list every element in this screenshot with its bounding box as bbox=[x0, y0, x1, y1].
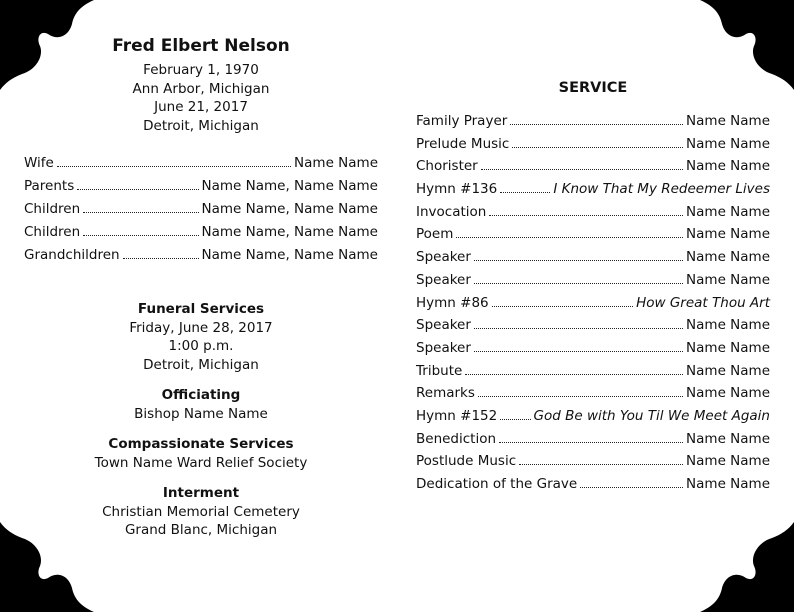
service-value: Name Name bbox=[686, 158, 770, 175]
family-label: Parents bbox=[24, 178, 75, 194]
service-item bbox=[416, 317, 770, 340]
service-value: Name Name bbox=[686, 203, 770, 220]
service-item bbox=[416, 431, 770, 454]
service-value: Name Name bbox=[686, 113, 770, 129]
officiating-heading: Officiating bbox=[161, 387, 241, 403]
death-date: June 21, 2017 bbox=[154, 99, 248, 115]
service-item bbox=[416, 408, 770, 431]
birth-place: Ann Arbor, Michigan bbox=[132, 80, 270, 97]
service-label: Hymn #136 bbox=[416, 181, 498, 198]
service-label: Poem bbox=[416, 226, 454, 243]
family-row bbox=[24, 247, 378, 270]
service-label: Prelude Music bbox=[416, 135, 510, 152]
family-label: Grandchildren bbox=[24, 247, 120, 263]
family-label: Children bbox=[24, 201, 81, 217]
service-label: Family Prayer bbox=[416, 113, 508, 129]
leader-dots bbox=[481, 169, 683, 170]
funeral-details bbox=[24, 300, 378, 540]
leader-dots bbox=[456, 237, 683, 238]
hymn-title: I Know That My Redeemer Lives bbox=[553, 181, 770, 198]
leader-dots bbox=[474, 351, 683, 352]
family-value: Name Name, Name Name bbox=[201, 201, 378, 217]
service-label: Tribute bbox=[416, 362, 463, 379]
service-label: Dedication of the Grave bbox=[416, 476, 578, 492]
service-item bbox=[416, 181, 770, 204]
leader-dots bbox=[499, 442, 683, 443]
service-value: Name Name bbox=[686, 226, 770, 243]
leader-dots bbox=[465, 374, 683, 375]
service-item bbox=[416, 249, 770, 272]
leader-dots bbox=[500, 192, 550, 193]
hymn-title: God Be with You Til We Meet Again bbox=[533, 407, 770, 424]
funeral-time: 1:00 p.m. bbox=[168, 338, 234, 354]
family-row bbox=[24, 155, 378, 178]
leader-dots bbox=[510, 124, 683, 125]
interment-cemetery: Christian Memorial Cemetery bbox=[102, 503, 300, 520]
service-label: Hymn #86 bbox=[416, 294, 489, 311]
compassionate-name: Town Name Ward Relief Society bbox=[94, 454, 308, 471]
deceased-name: Fred Elbert Nelson bbox=[112, 36, 290, 56]
leader-dots bbox=[83, 212, 198, 213]
service-label: Postlude Music bbox=[416, 453, 517, 470]
interment-heading: Interment bbox=[162, 485, 240, 501]
leader-dots bbox=[77, 189, 198, 190]
service-title: SERVICE bbox=[558, 80, 628, 96]
birth-date: February 1, 1970 bbox=[143, 62, 259, 78]
family-value: Name Name, Name Name bbox=[201, 247, 378, 263]
service-item bbox=[416, 453, 770, 476]
service-item bbox=[416, 476, 770, 499]
leader-dots bbox=[500, 419, 530, 420]
service-label: Remarks bbox=[416, 385, 475, 402]
service-value: Name Name bbox=[686, 249, 770, 266]
officiating-name: Bishop Name Name bbox=[134, 405, 268, 422]
service-program bbox=[416, 80, 770, 499]
leader-dots bbox=[492, 306, 633, 307]
service-item bbox=[416, 226, 770, 249]
leader-dots bbox=[474, 283, 683, 284]
service-label: Speaker bbox=[416, 249, 471, 266]
leader-dots bbox=[123, 258, 199, 259]
family-row bbox=[24, 201, 378, 224]
interment-location: Grand Blanc, Michigan bbox=[124, 522, 278, 538]
service-value: Name Name bbox=[686, 430, 770, 447]
service-value: Name Name bbox=[686, 362, 770, 379]
family-list bbox=[24, 155, 378, 270]
service-value: Name Name bbox=[686, 339, 770, 356]
service-value: Name Name bbox=[686, 317, 770, 334]
funeral-date: Friday, June 28, 2017 bbox=[129, 319, 273, 336]
service-item bbox=[416, 340, 770, 363]
leader-dots bbox=[478, 396, 683, 397]
service-value: Name Name bbox=[686, 135, 770, 152]
service-label: Speaker bbox=[416, 317, 471, 334]
funeral-heading: Funeral Services bbox=[137, 301, 265, 317]
death-place: Detroit, Michigan bbox=[143, 117, 259, 134]
leader-dots bbox=[57, 166, 291, 167]
service-item bbox=[416, 136, 770, 159]
compassionate-heading: Compassionate Services bbox=[108, 436, 294, 452]
family-row bbox=[24, 224, 378, 247]
service-label: Speaker bbox=[416, 271, 471, 288]
corner-ornament-bottom-right bbox=[700, 522, 794, 612]
service-label: Speaker bbox=[416, 339, 471, 356]
service-item bbox=[416, 158, 770, 181]
service-value: Name Name bbox=[686, 476, 770, 492]
service-item bbox=[416, 385, 770, 408]
service-label: Benediction bbox=[416, 430, 497, 447]
leader-dots bbox=[580, 487, 683, 488]
leader-dots bbox=[474, 328, 683, 329]
leader-dots bbox=[474, 260, 683, 261]
hymn-title: How Great Thou Art bbox=[636, 294, 770, 311]
family-value: Name Name bbox=[294, 155, 378, 171]
service-value: Name Name bbox=[686, 385, 770, 402]
service-value: Name Name bbox=[686, 453, 770, 470]
service-item bbox=[416, 204, 770, 227]
service-value: Name Name bbox=[686, 271, 770, 288]
family-value: Name Name, Name Name bbox=[201, 178, 378, 194]
leader-dots bbox=[83, 235, 198, 236]
family-label: Wife bbox=[24, 155, 54, 171]
service-item bbox=[416, 272, 770, 295]
family-value: Name Name, Name Name bbox=[201, 224, 378, 240]
family-label: Children bbox=[24, 224, 81, 240]
service-label: Chorister bbox=[416, 158, 478, 175]
service-item bbox=[416, 295, 770, 318]
service-item bbox=[416, 113, 770, 136]
service-label: Hymn #152 bbox=[416, 407, 498, 424]
service-item bbox=[416, 363, 770, 386]
funeral-place: Detroit, Michigan bbox=[143, 356, 259, 373]
service-label: Invocation bbox=[416, 203, 487, 220]
corner-ornament-top-right bbox=[700, 0, 794, 90]
obituary-block bbox=[24, 36, 378, 270]
family-row bbox=[24, 178, 378, 201]
leader-dots bbox=[512, 147, 683, 148]
leader-dots bbox=[519, 464, 683, 465]
leader-dots bbox=[489, 215, 683, 216]
